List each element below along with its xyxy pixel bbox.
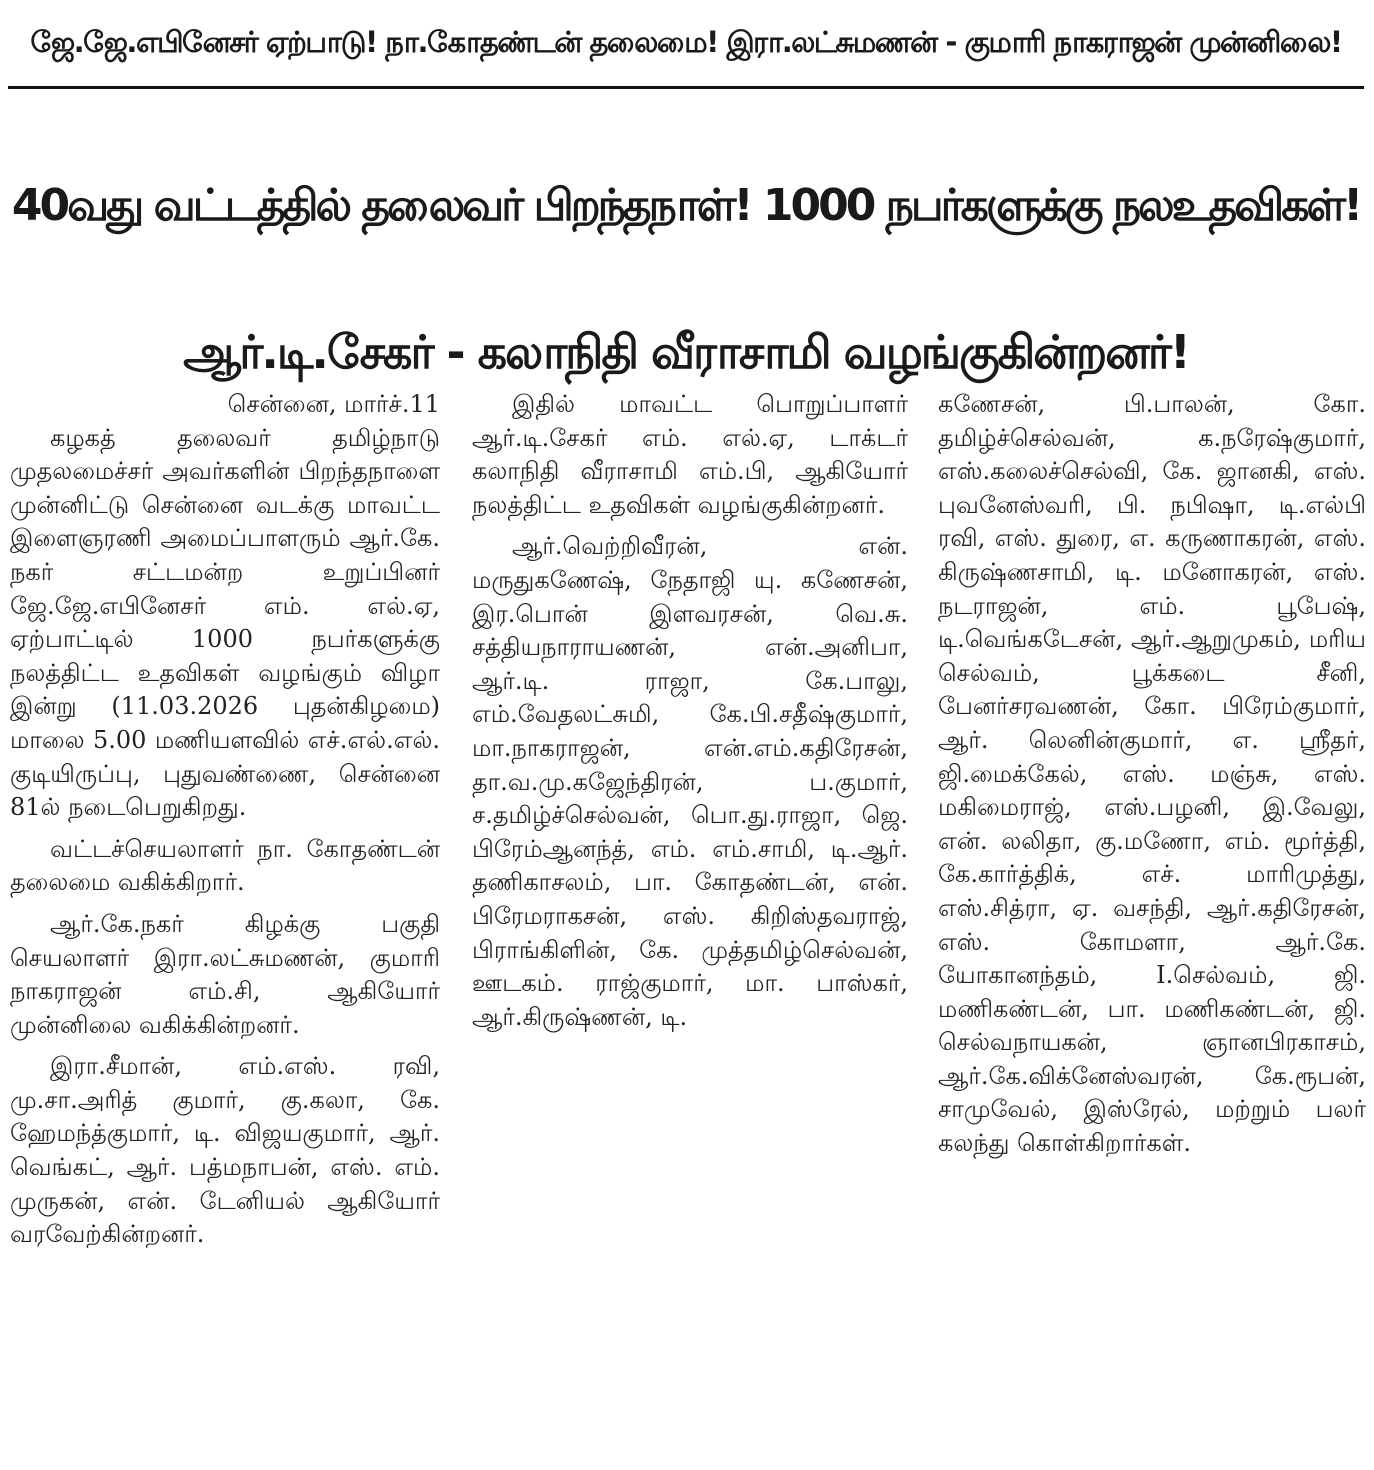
main-headline: 40வது வட்டத்தில் தலைவர் பிறந்தநாள்! 1000 நபர்களுக்கு நலஉதவிகள்! xyxy=(11,180,1361,232)
article-paragraph: இரா.சீமான், எம்.எஸ். ரவி, மு.சா.அரித் குமார், கு.கலா, கே. ஹேமந்த்குமார், டி. விஜயகுமார், ஆர். வெங்கட், ஆர். பத்மநாபன், எஸ். எம். முருகன், என். டேனியல் ஆகியோர் வரவேற்கின்றனர். xyxy=(10,1052,440,1249)
dateline: சென்னை, மார்ச்.11 xyxy=(227,390,440,418)
article-paragraph: ஆர்.வெற்றிவீரன், என். மருதுகணேஷ், நேதாஜி யு. கணேசன், இர.பொன் இளவரசன், வெ.சு. சத்தியநாராயணன், என்.அனிபா, ஆர்.டி. ராஜா, கே.பாலு, எம்.வேதலட்சுமி, கே.பி.சதீஷ்குமார், மா.நாகராஜன், என்.எம்.கதிரேசன், தா.வ.மு.கஜேந்திரன், ப.குமார், ச.தமிழ்ச்செல்வன், பொ.து.ராஜா, ஜெ. பிரேம்ஆனந்த், எம். எம்.சாமி, டி.ஆர். தணிகாசலம், பா. கோதண்டன், என். பிரேமராகசன், எஸ். கிறிஸ்தவராஜ், பிராங்கிளின், கே. முத்தமிழ்செல்வன், ஊடகம். ராஜ்குமார், மா. பாஸ்கர், ஆர்.கிருஷ்ணன், டி. xyxy=(472,532,908,1031)
article-column-1 xyxy=(10,388,440,1466)
article-paragraph: இதில் மாவட்ட பொறுப்பாளர் ஆர்.டி.சேகர் எம். எல்.ஏ, டாக்டர் கலாநிதி வீராசாமி எம்.பி, ஆகியோர் நலத்திட்ட உதவிகள் வழங்குகின்றனர். xyxy=(472,390,908,519)
sub-headline: ஆர்.டி.சேகர் - கலாநிதி வீராசாமி வழங்குகின்றனர்! xyxy=(183,324,1189,379)
article-paragraph: கணேசன், பி.பாலன், கோ. தமிழ்ச்செல்வன், க.நரேஷ்குமார், எஸ்.கலைச்செல்வி, கே. ஜானகி, எஸ். புவனேஸ்வரி, பி. நபிஷா, டி.எல்பி ரவி, எஸ். துரை, எ. கருணாகரன், எஸ். கிருஷ்ணசாமி, டி. மனோகரன், எஸ். நடராஜன், எம். பூபேஷ், டி.வெங்கடேசன், ஆர்.ஆறுமுகம், மரிய செல்வம், பூக்கடை சீனி, பேனர்சரவணன், கோ. பிரேம்குமார், ஆர். லெனின்குமார், எ. ஸ்ரீதர், ஜி.மைக்கேல், எஸ். மஞ்சு, எஸ். மகிமைராஜ், எஸ்.பழனி, இ.வேலு, என். லலிதா, கு.மணோ, எம். மூர்த்தி, கே.கார்த்திக், எச். மாரிமுத்து, எஸ்.சித்ரா, ஏ. வசந்தி, ஆர்.கதிரேசன், எஸ். கோமளா, ஆர்.கே. யோகானந்தம், I.செல்வம், ஜி. மணிகண்டன், பா. மணிகண்டன், ஜி. செல்வநாயகன், ஞானபிரகாசம், ஆர்.கே.விக்னேஸ்வரன், கே.ரூபன், சாமுவேல், இஸ்ரேல், மற்றும் பலர் கலந்து கொள்கிறார்கள். xyxy=(938,390,1366,1158)
article-paragraph: ஆர்.கே.நகர் கிழக்கு பகுதி செயலாளர் இரா.லட்சுமணன், குமாரி நாகராஜன் எம்.சி, ஆகியோர் முன்னிலை வகிக்கின்றனர். xyxy=(10,909,440,1039)
kicker-headline: ஜே.ஜே.எபினேசர் ஏற்பாடு! நா.கோதண்டன் தலைமை! இரா.லட்சுமணன் - குமாரி நாகராஜன் முன்னிலை! xyxy=(30,25,1342,59)
article-paragraph: வட்டச்செயலாளர் நா. கோதண்டன் தலைமை வகிக்கிறார். xyxy=(10,834,440,897)
article-paragraph: கழகத் தலைவர் தமிழ்நாடு முதலமைச்சர் அவர்களின் பிறந்தநாளை முன்னிட்டு சென்னை வடக்கு மாவட்ட இளைஞரணி அமைப்பாளரும் ஆர்.கே. நகர் சட்டமன்ற உறுப்பினர் ஜே.ஜே.எபினேசர் எம். எல்.ஏ, ஏற்பாட்டில் 1000 நபர்களுக்கு நலத்திட்ட உதவிகள் வழங்கும் விழா இன்று (11.03.2026 புதன்கிழமை) மாலை 5.00 மணியளவில் எச்.எல்.எல். குடியிருப்பு, புதுவண்ணை, சென்னை 81ல் நடைபெறுகிறது. xyxy=(10,423,440,822)
article-column-2 xyxy=(472,388,908,1466)
article-column-3 xyxy=(938,388,1366,1466)
header-divider xyxy=(8,86,1364,89)
